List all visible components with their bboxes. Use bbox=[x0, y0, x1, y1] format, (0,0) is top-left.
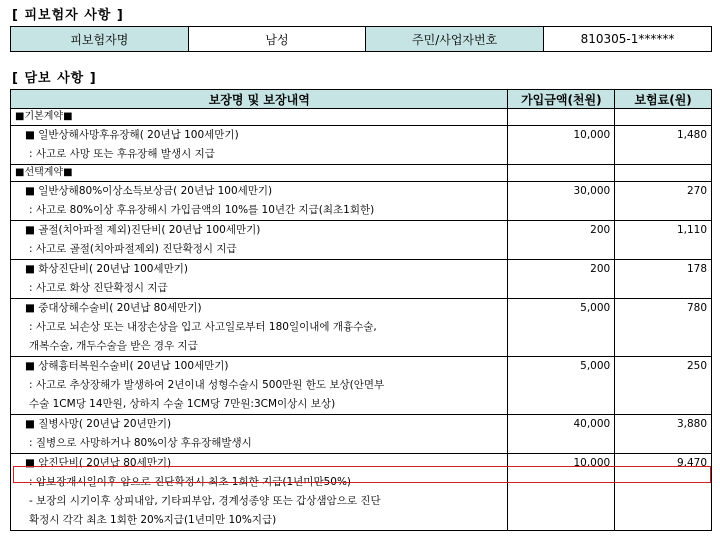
coverage-desc: : 암보장개시일이후 암으로 진단확정시 최초 1회한 지급(1년미만50%) bbox=[29, 476, 352, 488]
coverage-amount: 5,000 bbox=[580, 302, 611, 314]
coverage-amount: 10,000 bbox=[573, 457, 611, 469]
coverage-detail bbox=[11, 299, 508, 357]
coverage-detail bbox=[11, 415, 508, 454]
coverage-desc: : 사고로 뇌손상 또는 내장손상을 입고 사고일로부터 180일이내에 개흉수술, bbox=[29, 321, 377, 333]
coverage-detail bbox=[11, 221, 508, 260]
coverage-premium: 178 bbox=[686, 263, 707, 275]
coverage-row bbox=[11, 357, 712, 415]
basic-contract-label: ■기본계약■ bbox=[11, 109, 508, 126]
coverage-row bbox=[11, 221, 712, 260]
insured-gender: 남성 bbox=[188, 27, 366, 52]
coverage-premium: 250 bbox=[686, 360, 707, 372]
coverage-desc: - 보장의 시기이후 상피내암, 기타피부암, 경계성종양 또는 갑상샘암으로 진단 bbox=[29, 495, 381, 507]
coverage-premium: 9,470 bbox=[676, 457, 707, 469]
coverage-row bbox=[11, 182, 712, 221]
coverage-row bbox=[11, 454, 712, 531]
coverage-table bbox=[10, 89, 712, 531]
coverage-amount: 30,000 bbox=[573, 185, 611, 197]
coverage-row bbox=[11, 260, 712, 299]
coverage-title: ■ 상해흉터복원수술비( 20년납 100세만기) bbox=[25, 360, 229, 372]
header-amount: 가입금액(천원) bbox=[508, 90, 615, 109]
coverage-header-row bbox=[11, 90, 712, 109]
coverage-row bbox=[11, 126, 712, 165]
coverage-title: ■ 골절(치아파절 제외)진단비( 20년납 100세만기) bbox=[25, 224, 261, 236]
optional-contract-label: ■선택계약■ bbox=[11, 165, 508, 182]
coverage-desc: 수술 1CM당 14만원, 상하지 수술 1CM당 7만원:3CM이상시 보상) bbox=[29, 398, 336, 410]
insured-section-title: [ 피보험자 사항 ] bbox=[12, 8, 124, 23]
insured-id-label: 주민/사업자번호 bbox=[366, 27, 544, 52]
coverage-desc: : 사고로 80%이상 후유장해시 가입금액의 10%를 10년간 지급(최초1회한) bbox=[29, 204, 375, 216]
coverage-premium: 3,880 bbox=[676, 418, 707, 430]
coverage-row bbox=[11, 299, 712, 357]
coverage-amount: 200 bbox=[590, 224, 611, 236]
header-name: 보장명 및 보장내역 bbox=[11, 90, 508, 109]
coverage-title: ■ 암진단비( 20년납 80세만기) bbox=[25, 457, 172, 469]
coverage-desc: : 질병으로 사망하거나 80%이상 후유장해발생시 bbox=[29, 437, 252, 449]
coverage-title: ■ 중대상해수술비( 20년납 80세만기) bbox=[25, 302, 202, 314]
insured-name-label: 피보험자명 bbox=[11, 27, 189, 52]
coverage-title: ■ 일반상해80%이상소득보상금( 20년납 100세만기) bbox=[25, 185, 273, 197]
coverage-premium: 1,110 bbox=[676, 224, 707, 236]
coverage-desc: : 사고로 골절(치아파절제외) 진단확정시 지급 bbox=[29, 243, 237, 255]
coverage-amount: 40,000 bbox=[573, 418, 611, 430]
coverage-desc: : 사고로 추상장해가 발생하여 2년이내 성형수술시 500만원 한도 보상(안면부 bbox=[29, 379, 385, 391]
coverage-detail bbox=[11, 260, 508, 299]
coverage-premium: 270 bbox=[686, 185, 707, 197]
insured-table bbox=[10, 26, 712, 52]
coverage-desc: : 사고로 화상 진단확정시 지급 bbox=[29, 282, 168, 294]
coverage-detail bbox=[11, 454, 508, 531]
coverage-title: ■ 일반상해사망후유장해( 20년납 100세만기) bbox=[25, 129, 239, 141]
coverage-amount: 200 bbox=[590, 263, 611, 275]
optional-contract-row bbox=[11, 165, 712, 182]
coverage-amount: 10,000 bbox=[573, 129, 611, 141]
coverage-title: ■ 화상진단비( 20년납 100세만기) bbox=[25, 263, 188, 275]
coverage-detail bbox=[11, 126, 508, 165]
coverage-row bbox=[11, 415, 712, 454]
coverage-amount: 5,000 bbox=[580, 360, 611, 372]
coverage-premium: 780 bbox=[686, 302, 707, 314]
coverage-desc: : 사고로 사망 또는 후유장해 발생시 지급 bbox=[29, 148, 215, 160]
insured-id-value: 810305-1****** bbox=[543, 27, 711, 52]
header-premium: 보험료(원) bbox=[615, 90, 712, 109]
coverage-title: ■ 질병사망( 20년납 20년만기) bbox=[25, 418, 172, 430]
coverage-desc: 확정시 각각 최초 1회한 20%지급(1년미만 10%지급) bbox=[29, 514, 277, 526]
coverage-detail bbox=[11, 182, 508, 221]
coverage-section-title: [ 담보 사항 ] bbox=[12, 71, 97, 86]
coverage-premium: 1,480 bbox=[676, 129, 707, 141]
coverage-detail bbox=[11, 357, 508, 415]
coverage-desc: 개복수술, 개두수술을 받은 경우 지급 bbox=[29, 340, 198, 352]
basic-contract-row bbox=[11, 109, 712, 126]
